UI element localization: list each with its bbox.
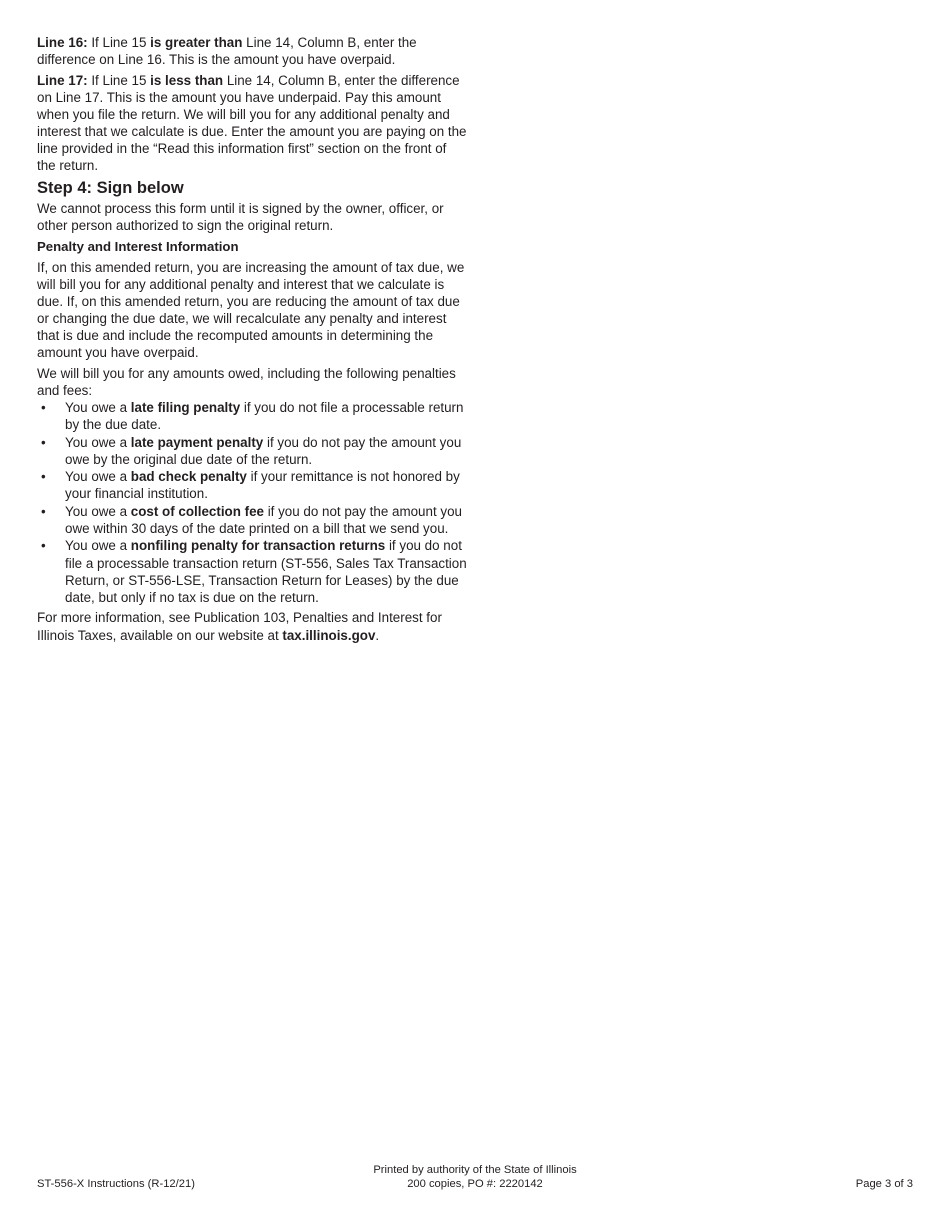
bullet-icon: • bbox=[41, 434, 46, 450]
step-4-text: We cannot process this form until it is signed by the owner, officer, or other person authorized to sign the original return. bbox=[37, 200, 444, 234]
line-17-label: Line 17: bbox=[37, 72, 88, 88]
bullet-icon: • bbox=[41, 400, 46, 416]
list-item: • You owe a late payment penalty if you do not pay the amount you owe by the original due date of the return. bbox=[41, 434, 462, 467]
copies-text: 200 copies, PO #: 2220142 bbox=[407, 1178, 543, 1190]
form-id: ST-556-X Instructions (R-12/21) bbox=[37, 1178, 195, 1190]
bullet-icon: • bbox=[41, 503, 46, 519]
list-item: • You owe a late filing penalty if you do not file a processable return by the due date. bbox=[41, 400, 464, 433]
bullet-icon: • bbox=[41, 538, 46, 554]
print-authority bbox=[0, 1163, 950, 1191]
more-info-paragraph: For more information, see Publication 103, Penalties and Interest for Illinois Taxes, available on our website at tax.illinois.gov. bbox=[37, 610, 442, 643]
website-link[interactable]: tax.illinois.gov bbox=[282, 627, 376, 643]
list-item: • You owe a cost of collection fee if you do not pay the amount you owe within 30 days of the date printed on a bill that we send you. bbox=[41, 503, 462, 536]
penalty-heading: Penalty and Interest Information bbox=[37, 238, 239, 254]
printed-by-text: Printed by authority of the State of Illinois bbox=[373, 1164, 577, 1176]
list-item: • You owe a nonfiling penalty for transaction returns if you do not file a processable transaction return (ST-556, Sales Tax Transaction Return, or ST-556-LSE, Transaction Return for Leases) by the due date, but only if no tax is due on the return. bbox=[41, 538, 467, 605]
penalty-paragraph-1: If, on this amended return, you are increasing the amount of tax due, we will bill you for any additional penalty and interest that we calculate is due. If, on this amended return, you are reducing the amount of tax due or changing the due date, we will recalculate any penalty and interest that is due and include the recomputed amounts in determining the amount you have overpaid. bbox=[37, 259, 465, 361]
line-16-label: Line 16: bbox=[37, 35, 88, 50]
penalty-paragraph-2: We will bill you for any amounts owed, including the following penalties and fees: bbox=[37, 365, 456, 399]
step-4-heading: Step 4: Sign below bbox=[37, 178, 184, 197]
list-item: • You owe a bad check penalty if your remittance is not honored by your financial institution. bbox=[41, 469, 460, 502]
page-number: Page 3 of 3 bbox=[855, 1178, 913, 1190]
line-16-paragraph: Line 16: If Line 15 is greater than Line 14, Column B, enter the difference on Line 16. This is the amount you have overpaid. bbox=[37, 35, 417, 68]
bullet-icon: • bbox=[41, 469, 46, 485]
penalty-list bbox=[37, 399, 467, 606]
line-17-paragraph: Line 17: If Line 15 is less than Line 14, Column B, enter the difference on Line 17. This is the amount you have underpaid. Pay this amount when you file the return. We will bill you for any additional penalty and interest that we calculate is due. Enter the amount you are paying on the line provided in the “Read this information first” section on the front of the return. bbox=[37, 72, 467, 174]
instructions-column bbox=[37, 34, 467, 647]
